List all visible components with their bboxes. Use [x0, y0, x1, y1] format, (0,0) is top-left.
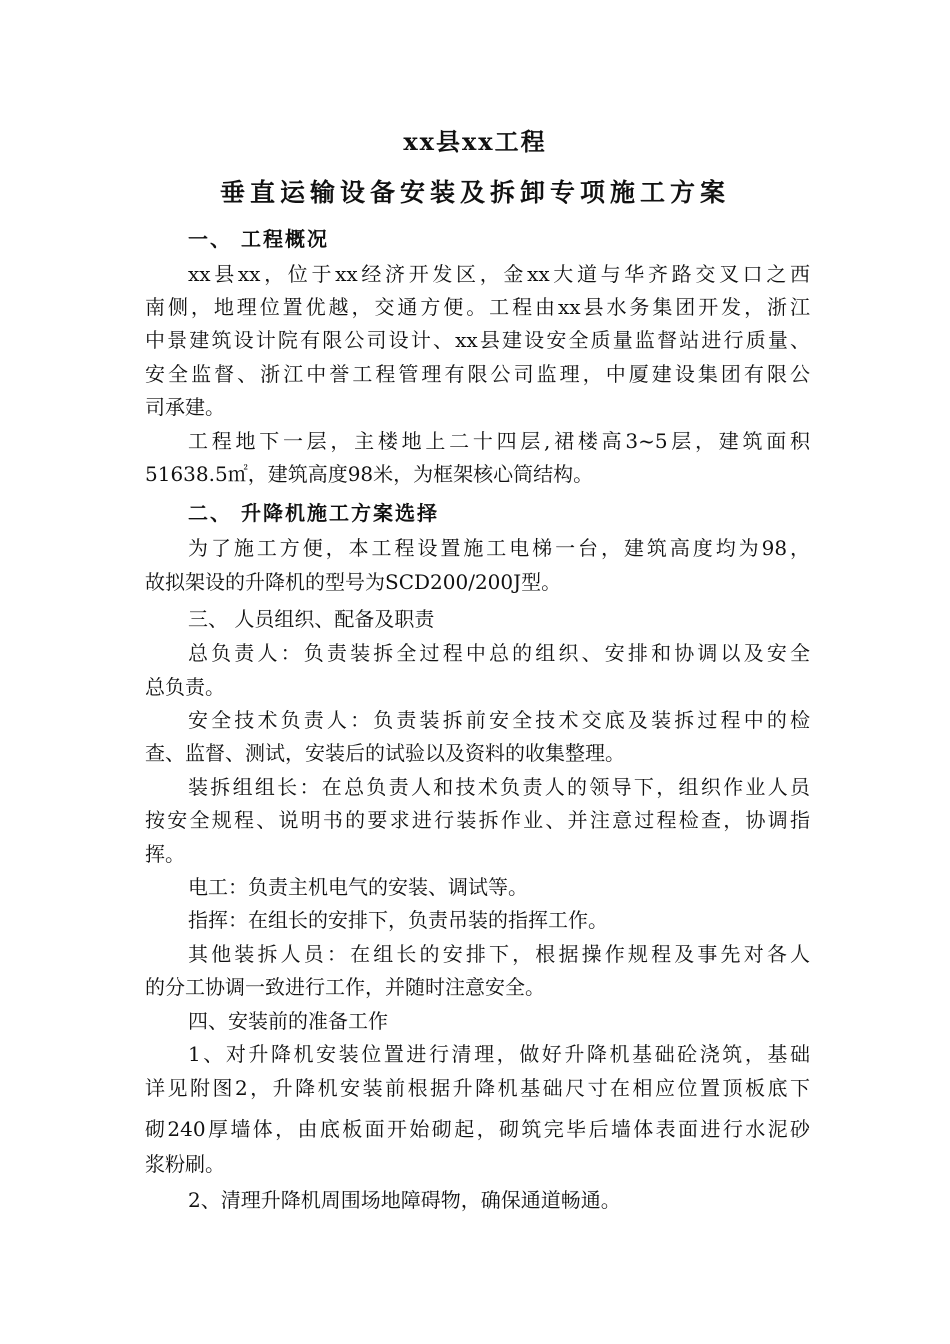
paragraph-line: 挥。 [145, 842, 185, 866]
paragraph-line: 电工：负责主机电气的安装、调试等。 [188, 875, 528, 899]
paragraph-line: 砌240厚墙体，由底板面开始砌起，砌筑完毕后墙体表面进行水泥砂 [145, 1117, 810, 1141]
paragraph-line: 总负责。 [145, 675, 225, 699]
paragraph-line: 按安全规程、说明书的要求进行装拆作业、并注意过程检查，协调指 [145, 808, 810, 832]
section-heading: 一、 工程概况 [188, 227, 329, 251]
paragraph-line: 为了施工方便，本工程设置施工电梯一台，建筑高度均为98， [188, 536, 810, 560]
paragraph-line: 详见附图2，升降机安装前根据升降机基础尺寸在相应位置顶板底下 [145, 1076, 810, 1100]
paragraph-line: 总负责人：负责装拆全过程中总的组织、安排和协调以及安全 [188, 641, 810, 665]
paragraph-line: 工程地下一层，主楼地上二十四层,裙楼高3~5层，建筑面积 [188, 429, 810, 453]
paragraph-line: 查、监督、测试，安装后的试验以及资料的收集整理。 [145, 741, 625, 765]
paragraph-line: 安全技术负责人：负责装拆前安全技术交底及装拆过程中的检 [188, 708, 810, 732]
paragraph-line: 司承建。 [145, 395, 225, 419]
paragraph-line: 中景建筑设计院有限公司设计、xx县建设安全质量监督站进行质量、 [145, 328, 810, 352]
paragraph-line: 装拆组组长：在总负责人和技术负责人的领导下，组织作业人员 [188, 775, 810, 799]
paragraph-line: xx县xx，位于xx经济开发区，金xx大道与华齐路交叉口之西 [188, 262, 810, 286]
section-heading: 三、 人员组织、配备及职责 [188, 607, 435, 631]
paragraph-line: 2、清理升降机周围场地障碍物，确保通道畅通。 [188, 1188, 621, 1212]
paragraph-line: 指挥：在组长的安排下，负责吊装的指挥工作。 [188, 908, 608, 932]
document-subtitle: 垂直运输设备安装及拆卸专项施工方案 [219, 178, 730, 207]
paragraph-line: 故拟架设的升降机的型号为SCD200/200J型。 [145, 570, 562, 594]
paragraph-line: 51638.5㎡，建筑高度98米，为框架核心筒结构。 [145, 462, 594, 486]
paragraph-line: 的分工协调一致进行工作，并随时注意安全。 [145, 975, 545, 999]
paragraph-line: 南侧，地理位置优越，交通方便。工程由xx县水务集团开发，浙江 [145, 295, 810, 319]
paragraph-line: 浆粉刷。 [145, 1152, 225, 1176]
section-heading: 四、安装前的准备工作 [188, 1009, 388, 1033]
document-title: xx县xx工程 [403, 127, 547, 156]
paragraph-line: 1、对升降机安装位置进行清理，做好升降机基础砼浇筑，基础 [188, 1042, 810, 1066]
paragraph-line: 安全监督、浙江中誉工程管理有限公司监理，中厦建设集团有限公 [145, 362, 810, 386]
paragraph-line: 其他装拆人员：在组长的安排下，根据操作规程及事先对各人 [188, 942, 810, 966]
section-heading: 二、 升降机施工方案选择 [188, 501, 439, 525]
